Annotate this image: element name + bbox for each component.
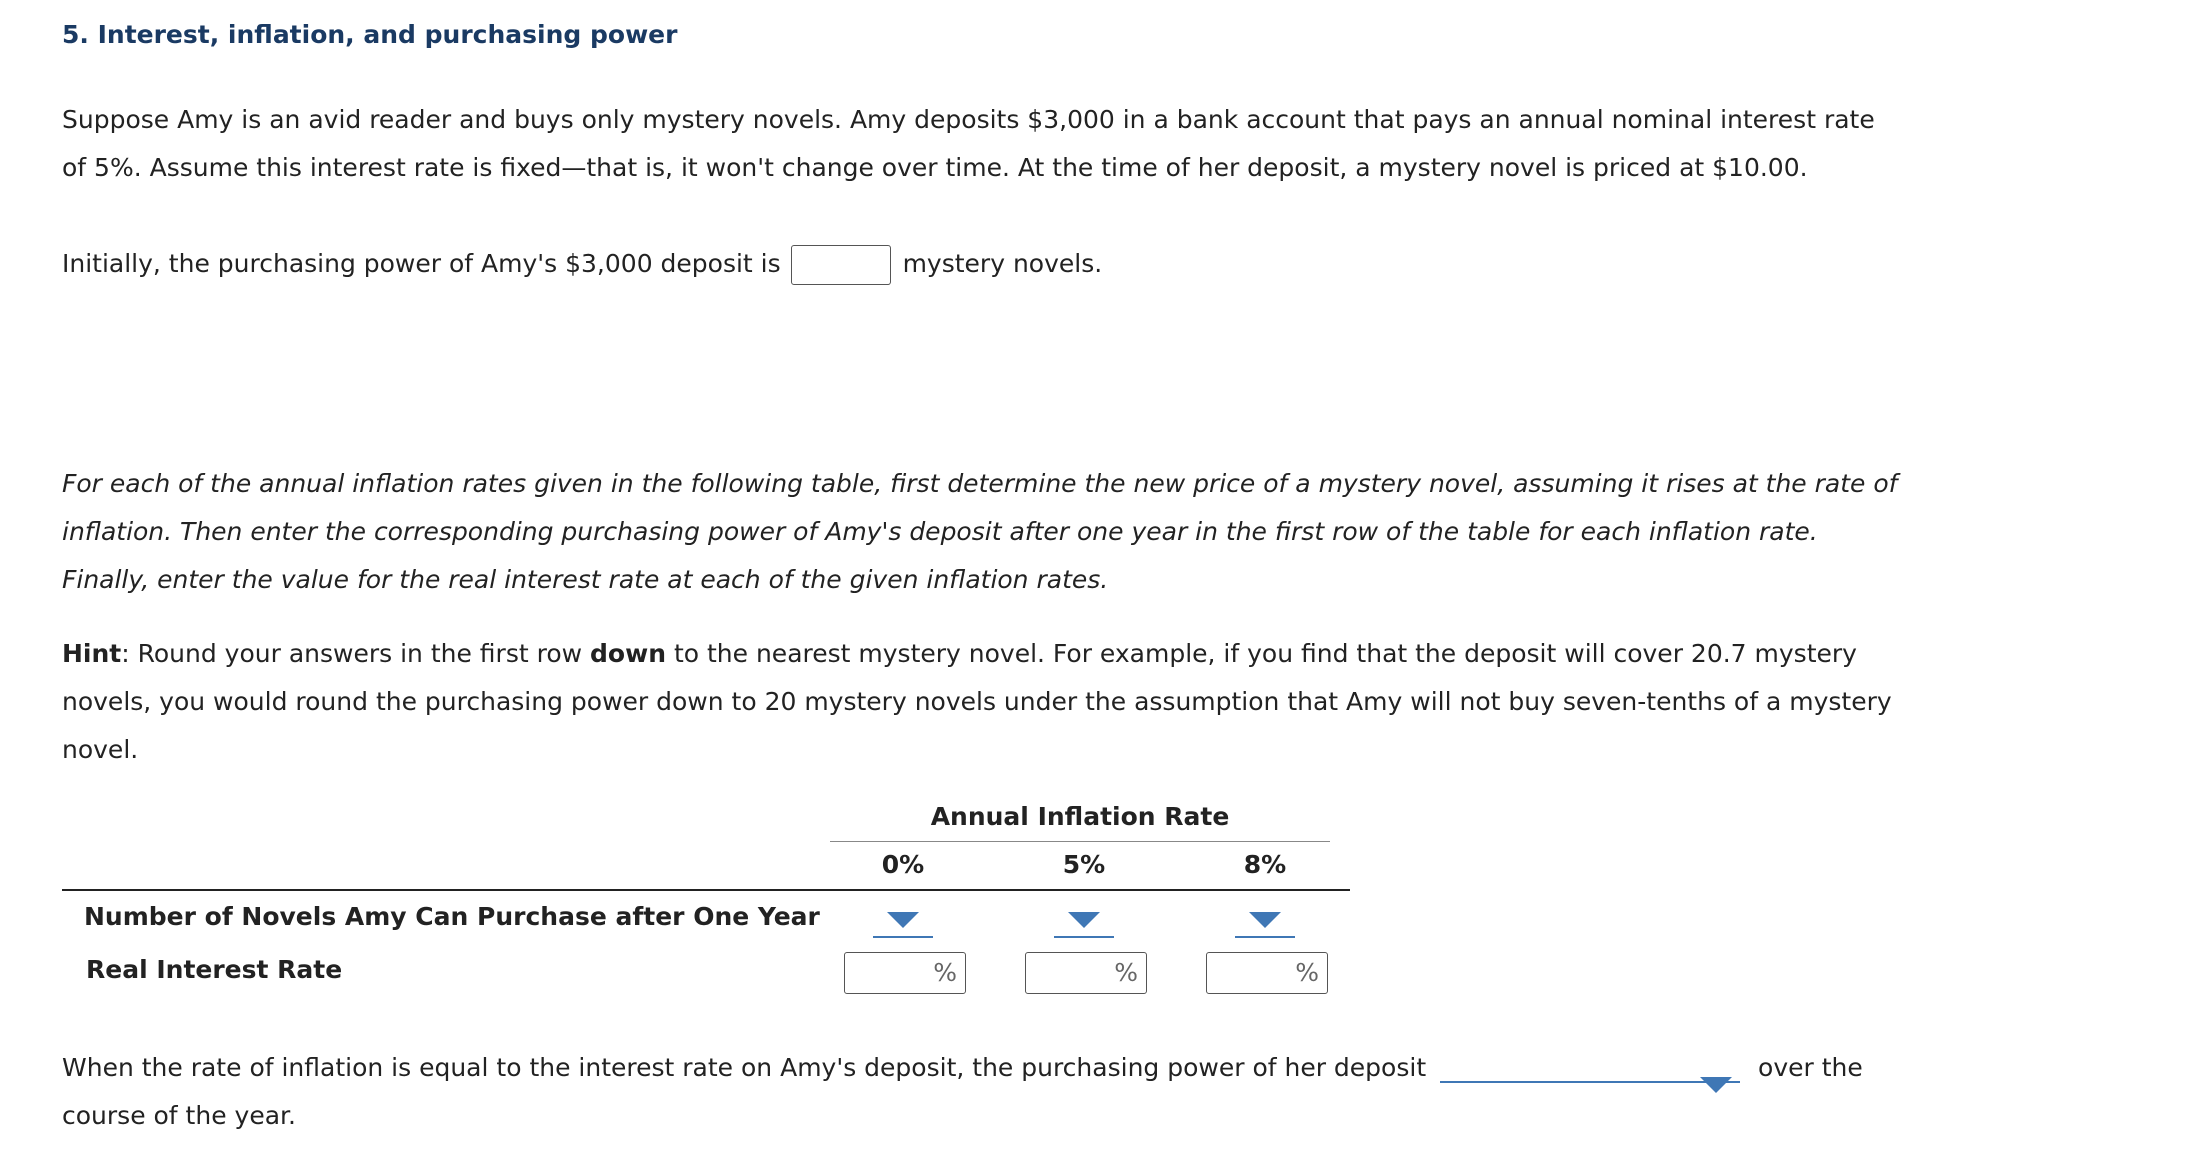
- initial-purchasing-power-input[interactable]: [791, 245, 891, 285]
- caret-down-icon: [1249, 912, 1281, 928]
- real-rate-input-5pct[interactable]: [1025, 952, 1147, 994]
- purchasing-power-question: [62, 240, 1902, 288]
- caret-down-icon: [1068, 912, 1100, 928]
- real-rate-input-0pct[interactable]: [844, 952, 966, 994]
- table-instructions: For each of the annual inflation rates given in the following table, first determine the new price of a mystery novel, assuming it rises at the rate of inflation. Then enter the corresponding purchasing power of Amy's deposit after one year in the first row of the table for each inflation rate. Finally, enter the value for the real interest rate at each of the given inflation rates.: [62, 469, 1898, 594]
- hint-text-2: to the nearest mystery novel. For example, if you find that the deposit will cover 20.7 mystery novels, you would round the purchasing power down to 20 mystery novels under the assumption that Amy will not buy seven-tenths of a mystery novel.: [62, 639, 1892, 764]
- table-header-inflation-rate: Annual Inflation Rate: [830, 802, 1330, 842]
- novels-dropdown-0pct[interactable]: [873, 908, 933, 938]
- table-divider: [62, 889, 1350, 891]
- purchasing-power-change-dropdown[interactable]: [1440, 1055, 1740, 1083]
- question-title: 5. Interest, inflation, and purchasing power: [62, 20, 678, 49]
- novels-dropdown-8pct[interactable]: [1235, 908, 1295, 938]
- caret-down-icon: [1700, 1061, 1732, 1109]
- real-rate-input-8pct[interactable]: [1206, 952, 1328, 994]
- hint-label: Hint: [62, 639, 122, 668]
- column-header-5pct: 5%: [1062, 850, 1106, 879]
- intro-paragraph: Suppose Amy is an avid reader and buys only mystery novels. Amy deposits $3,000 in a bank account that pays an annual nominal interest rate of 5%. Assume this interest rate is fixed—that is, it won't change over time. At the time of her deposit, a mystery novel is priced at $10.00.: [62, 105, 1875, 182]
- novels-dropdown-5pct[interactable]: [1054, 908, 1114, 938]
- q1-text-before: Initially, the purchasing power of Amy's $3,000 deposit is: [62, 249, 781, 278]
- percent-sign: %: [933, 958, 957, 987]
- percent-sign: %: [1295, 958, 1319, 987]
- percent-sign: %: [1114, 958, 1138, 987]
- q1-text-after: mystery novels.: [902, 249, 1103, 278]
- row-label-real-interest: Real Interest Rate: [86, 955, 343, 984]
- caret-down-icon: [887, 912, 919, 928]
- row-label-novels: Number of Novels Amy Can Purchase after One Year: [84, 902, 820, 931]
- hint-emphasis: down: [590, 639, 666, 668]
- hint-paragraph: [62, 630, 1902, 774]
- hint-text-1: : Round your answers in the first row: [121, 639, 591, 668]
- q3-text-after: over the course of the year.: [62, 1053, 1863, 1130]
- q3-text-before: When the rate of inflation is equal to the interest rate on Amy's deposit, the purchasing power of her deposit: [62, 1053, 1427, 1082]
- inflation-equal-question: [62, 1044, 1902, 1140]
- column-header-8pct: 8%: [1243, 850, 1287, 879]
- column-header-0pct: 0%: [881, 850, 925, 879]
